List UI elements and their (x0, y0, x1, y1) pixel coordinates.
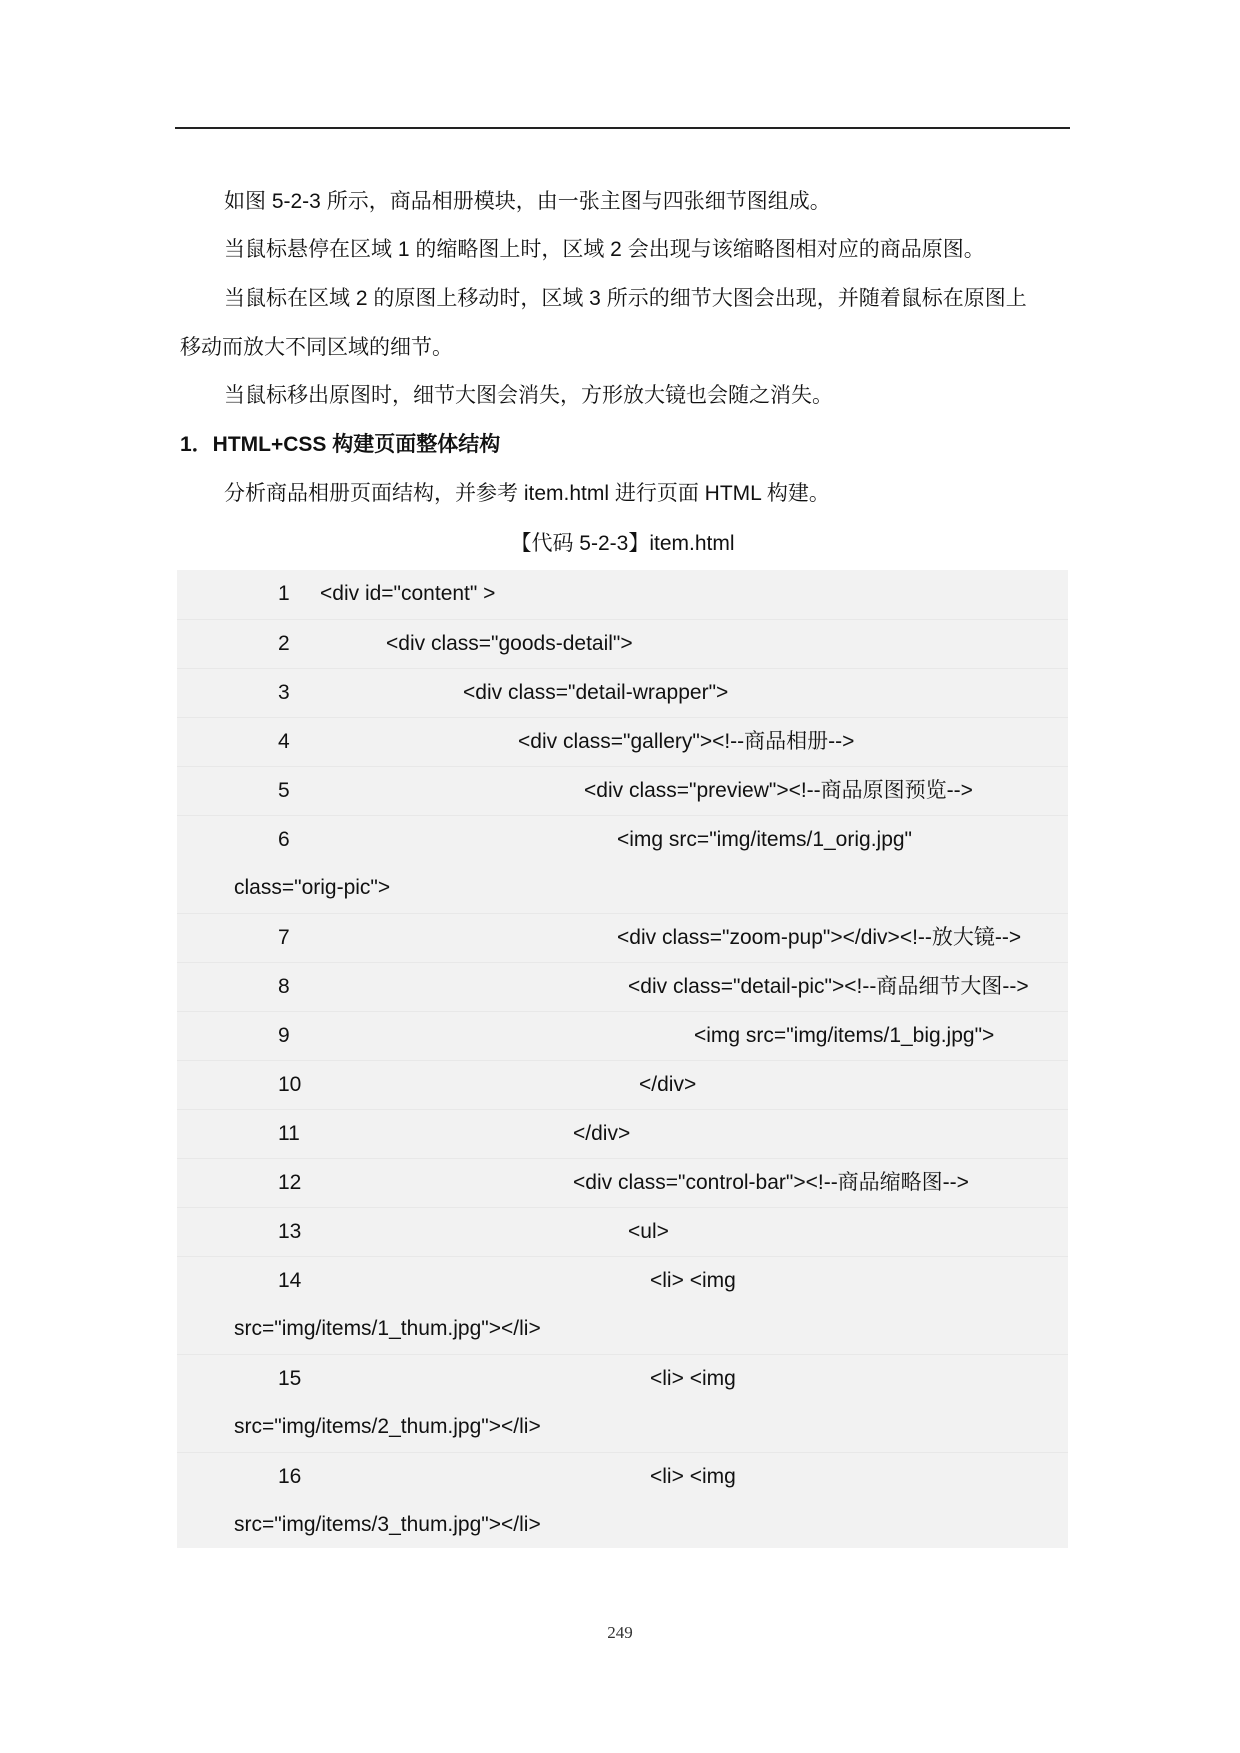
line-number: 10 (278, 1073, 302, 1096)
intro-paragraph: 分析商品相册页面结构，并参考 item.html 进行页面 HTML 构建。 (224, 482, 830, 505)
line-number: 2 (278, 632, 290, 655)
paragraph-4: 当鼠标移出原图时，细节大图会消失，方形放大镜也会随之消失。 (224, 384, 833, 407)
paragraph-1: 如图 5-2-3 所示，商品相册模块，由一张主图与四张细节图组成。 (224, 190, 831, 213)
code-line (177, 1354, 1068, 1404)
line-number: 4 (278, 730, 290, 753)
line-number: 5 (278, 779, 290, 802)
line-number: 12 (278, 1171, 302, 1194)
code-line (177, 1011, 1068, 1061)
line-number: 11 (278, 1122, 300, 1145)
code-line (177, 1452, 1068, 1502)
code-line (177, 962, 1068, 1012)
code-line (177, 1060, 1068, 1110)
code-text: <div class="zoom-pup"></div><!--放大镜--> (617, 926, 1022, 949)
header-rule (175, 127, 1070, 129)
page-number: 249 (607, 1623, 633, 1642)
code-line-continued (177, 1501, 1068, 1550)
code-text: <div class="gallery"><!--商品相册--> (518, 730, 855, 753)
code-line-continued (177, 1305, 1068, 1354)
line-number: 7 (278, 926, 290, 949)
code-text: <div class="detail-wrapper"> (463, 681, 729, 704)
paragraph-3-continued: 移动而放大不同区域的细节。 (180, 336, 453, 359)
code-line (177, 1256, 1068, 1306)
line-number: 3 (278, 681, 290, 704)
code-text: <div class="goods-detail"> (386, 632, 633, 655)
code-text: <div class="control-bar"><!--商品缩略图--> (573, 1171, 969, 1194)
code-line (177, 619, 1068, 669)
code-caption: 【代码 5-2-3】item.html (510, 532, 735, 555)
code-text: <img src="img/items/1_big.jpg"> (694, 1024, 995, 1047)
code-line (177, 668, 1068, 718)
code-listing (177, 570, 1068, 1548)
code-text-continued: src="img/items/2_thum.jpg"></li> (234, 1415, 541, 1438)
paragraph-3: 当鼠标在区域 2 的原图上移动时，区域 3 所示的细节大图会出现，并随着鼠标在原图上 (224, 287, 1027, 310)
line-number: 1 (278, 582, 290, 605)
paragraph-2: 当鼠标悬停在区域 1 的缩略图上时，区域 2 会出现与该缩略图相对应的商品原图。 (224, 238, 985, 261)
code-text: <div class="detail-pic"><!--商品细节大图--> (628, 975, 1029, 998)
code-text: <li> <img (650, 1465, 736, 1488)
code-text: <li> <img (650, 1269, 736, 1292)
code-line (177, 1158, 1068, 1208)
code-text-continued: src="img/items/1_thum.jpg"></li> (234, 1317, 541, 1340)
code-text: <ul> (628, 1220, 669, 1243)
section-heading: 1．HTML+CSS 构建页面整体结构 (180, 433, 501, 456)
code-text: <img src="img/items/1_orig.jpg" (617, 828, 913, 851)
code-line-continued (177, 1403, 1068, 1452)
line-number: 16 (278, 1465, 302, 1488)
code-text-continued: class="orig-pic"> (234, 876, 391, 899)
code-line (177, 1207, 1068, 1257)
line-number: 9 (278, 1024, 290, 1047)
code-line (177, 815, 1068, 865)
code-text-continued: src="img/items/3_thum.jpg"></li> (234, 1513, 541, 1536)
code-line (177, 913, 1068, 963)
code-text: <li> <img (650, 1367, 736, 1390)
code-line (177, 1109, 1068, 1159)
code-line-continued (177, 864, 1068, 913)
line-number: 8 (278, 975, 290, 998)
line-number: 14 (278, 1269, 302, 1292)
code-line (177, 717, 1068, 767)
code-text: </div> (639, 1073, 697, 1096)
line-number: 13 (278, 1220, 302, 1243)
code-text: <div id="content" > (320, 582, 496, 605)
code-text: </div> (573, 1122, 631, 1145)
line-number: 15 (278, 1367, 302, 1390)
line-number: 6 (278, 828, 290, 851)
code-line (177, 570, 1068, 619)
code-text: <div class="preview"><!--商品原图预览--> (584, 779, 973, 802)
code-line (177, 766, 1068, 816)
